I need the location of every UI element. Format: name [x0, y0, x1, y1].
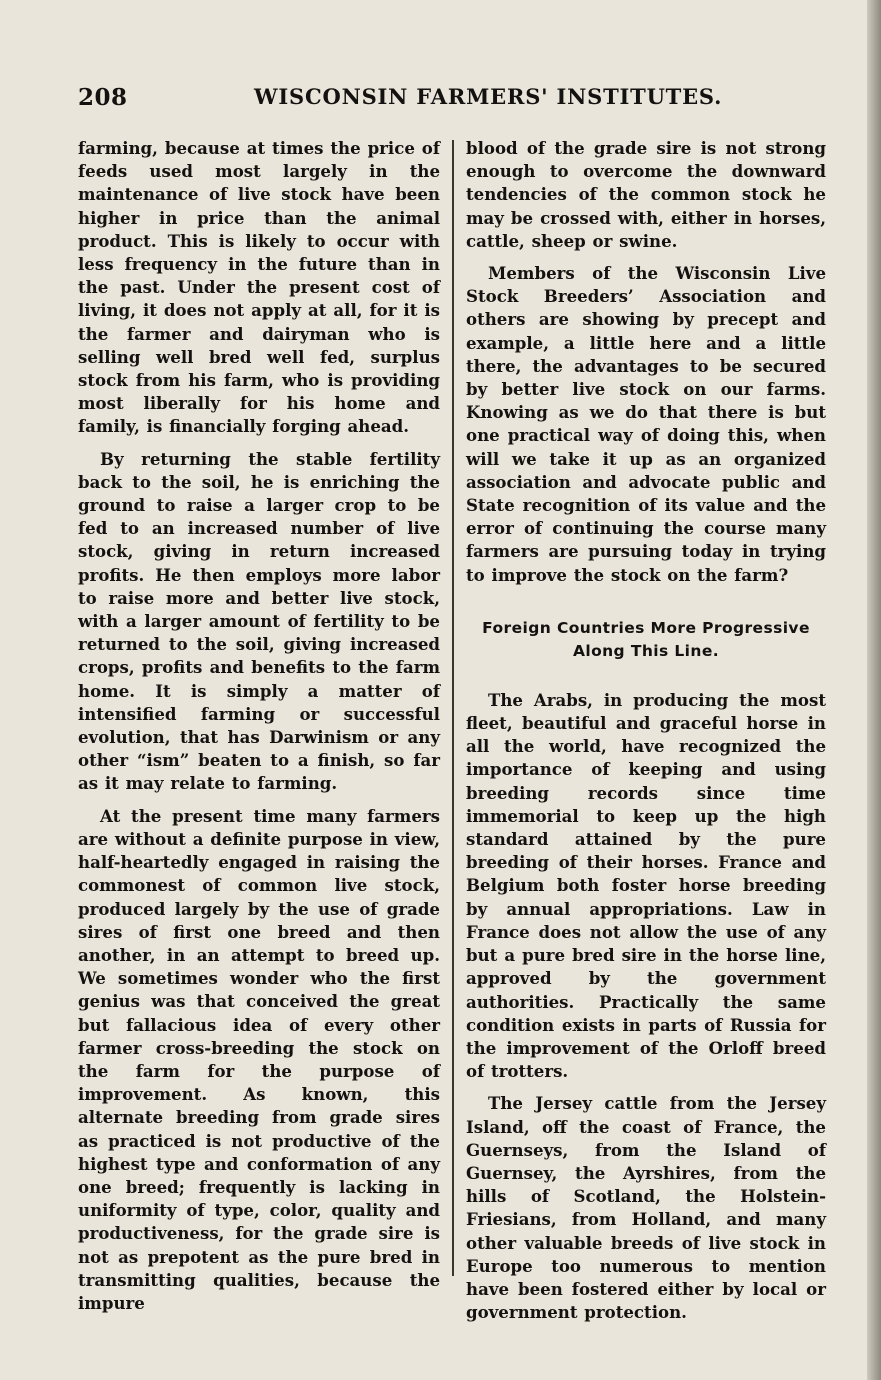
paragraph: At the present time many farmers are without a definite purpose in view, half-heartedly engaged in raising the commonest of common live stock, produced largely by the use of grade sires of first one breed and then another, in an attempt to breed up. We sometimes wonder who the first genius was that conceived the great but fallacious idea of every other farmer cross-breeding the stock on the farm for the purpose of improvement. As known, this alternate breeding from grade sires as practiced is not productive of the highest type and conformation of any one breed; frequently is lacking in uniformity of type, color, quality and productiveness, for the grade sire is not as prepotent as the pure bred in transmitting qualities, because the impure [78, 805, 440, 1313]
right-column [466, 137, 826, 1333]
page-edge [867, 0, 881, 1380]
page-number: 208 [78, 84, 128, 111]
paragraph: farming, because at times the price of feeds used most largely in the maintenance of live stock have been higher in price than the animal product. This is likely to occur with less frequency in the future than in the past. Under the present cost of living, it does not apply at all, for it is the farmer and dairyman who is selling well bred well fed, surplus stock from his farm, who is providing most liberally for his home and family, is financially forging ahead. [78, 138, 440, 437]
paragraph: Members of the Wisconsin Live Stock Breeders’ Association and others are showing by precept and example, a little here and a little there, the advantages to be secured by better live stock on our farms. Knowing as we do that there is but one practical way of doing this, when will we take it up as an organized association and advocate public and State recognition of its value and the error of continuing the course many farmers are pursuing today in trying to improve the stock on the farm? [466, 263, 826, 585]
section-heading-line: Along This Line. [572, 641, 720, 660]
page-header [78, 84, 723, 118]
paragraph: The Arabs, in producing the most fleet, beautiful and graceful horse in all the world, have recognized the importance of keeping and using breeding records since time immemorial to keep up the high standard attained by the pure breeding of their horses. France and Belgium both foster horse breeding by annual appropriations. Law in France does not allow the use of any but a pure bred sire in the horse line, approved by the government authorities. Practically the same condition exists in parts of Russia for the improvement of the Orloff breed of trotters. [466, 689, 826, 1082]
paragraph: By returning the stable fertility back to the soil, he is enriching the ground to raise a larger crop to be fed to an increased number of live stock, giving in return increased profits. He then employs more labor to raise more and better live stock, with a larger amount of fertility to be returned to the soil, giving increased crops, profits and benefits to the farm home. It is simply a matter of intensified farming or successful evolution, that has Darwinism or any other “ism” beaten to a finish, so far as it may relate to farming. [78, 448, 440, 794]
paragraph: blood of the grade sire is not strong enough to overcome the downward tendencies of the common stock he may be crossed with, either in horses, cattle, sheep or swine. [466, 138, 826, 251]
paragraph: The Jersey cattle from the Jersey Island, off the coast of France, the Guernseys, from the Island of Guernsey, the Ayrshires, from the hills of Scotland, the Holstein-Friesians, from Holland, and many other valuable breeds of live stock in Europe too numerous to mention have been fostered either by local or government protection. [466, 1093, 826, 1323]
section-heading-line: Foreign Countries More Progressive [482, 618, 810, 637]
section-heading [466, 617, 826, 663]
column-divider [452, 140, 454, 1276]
running-title: WISCONSIN FARMERS' INSTITUTES. [254, 84, 723, 109]
left-column [78, 137, 440, 1324]
